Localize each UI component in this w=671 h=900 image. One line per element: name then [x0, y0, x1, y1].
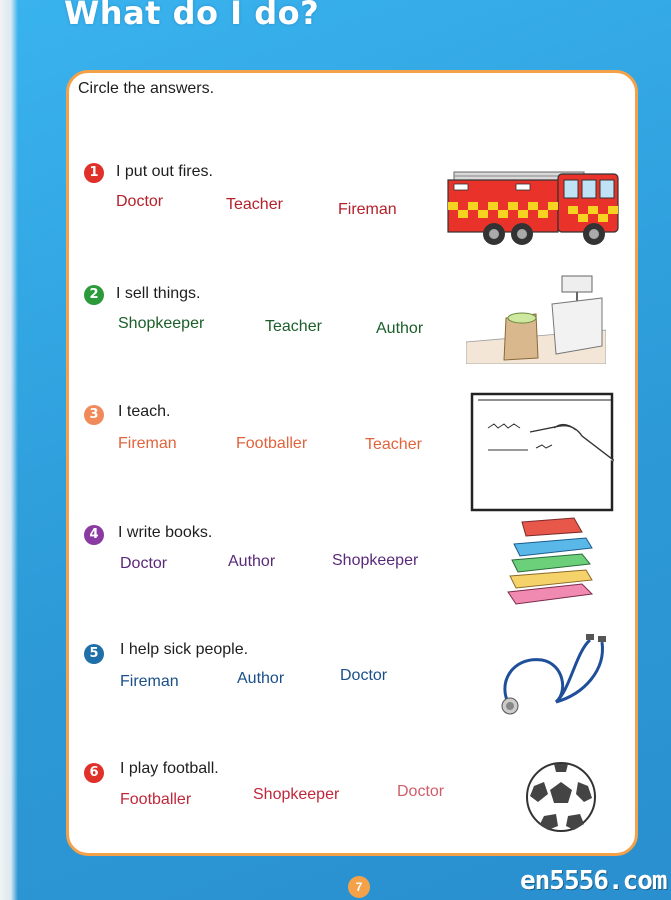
answer-option[interactable]: Teacher — [226, 196, 283, 213]
question-number: 1 — [84, 163, 104, 183]
question-text: I write books. — [118, 524, 213, 541]
answer-option[interactable]: Footballer — [236, 435, 308, 452]
watermark: en5556.com — [520, 866, 667, 896]
answer-option[interactable]: Doctor — [120, 555, 168, 572]
whiteboard-picture — [470, 392, 614, 512]
page-binding-edge — [0, 0, 18, 900]
stethoscope-picture — [494, 630, 612, 720]
answer-option[interactable]: Shopkeeper — [332, 552, 419, 569]
question-text: I put out fires. — [116, 163, 213, 180]
answer-option[interactable]: Teacher — [265, 318, 322, 335]
football-picture — [524, 760, 598, 834]
answer-option[interactable]: Shopkeeper — [253, 786, 340, 803]
question-number: 4 — [84, 525, 104, 545]
page-number: 7 — [348, 876, 370, 898]
answer-option[interactable]: Fireman — [120, 673, 179, 690]
answer-option[interactable]: Doctor — [340, 667, 388, 684]
shop-counter-picture — [466, 272, 606, 364]
books-picture — [502, 514, 598, 608]
answer-option[interactable]: Author — [228, 553, 276, 570]
question-number: 5 — [84, 644, 104, 664]
question-number: 6 — [84, 763, 104, 783]
question-text: I help sick people. — [120, 641, 249, 658]
answer-option[interactable]: Fireman — [118, 435, 177, 452]
answer-option[interactable]: Fireman — [338, 201, 397, 218]
question-number: 2 — [84, 285, 104, 305]
fire-engine-picture — [444, 162, 624, 248]
answer-option[interactable]: Author — [376, 320, 424, 337]
instruction-text: Circle the answers. — [78, 80, 215, 97]
question-number: 3 — [84, 405, 104, 425]
question-text: I sell things. — [116, 285, 201, 302]
answer-option[interactable]: Shopkeeper — [118, 315, 205, 332]
question-text: I play football. — [120, 760, 219, 777]
answer-option[interactable]: Author — [237, 670, 285, 687]
answer-option[interactable]: Footballer — [120, 791, 192, 808]
answer-option[interactable]: Doctor — [116, 193, 164, 210]
answer-option[interactable]: Teacher — [365, 436, 422, 453]
page-title: What do I do? — [64, 0, 320, 32]
answer-option[interactable]: Doctor — [397, 783, 445, 800]
question-text: I teach. — [118, 403, 171, 420]
